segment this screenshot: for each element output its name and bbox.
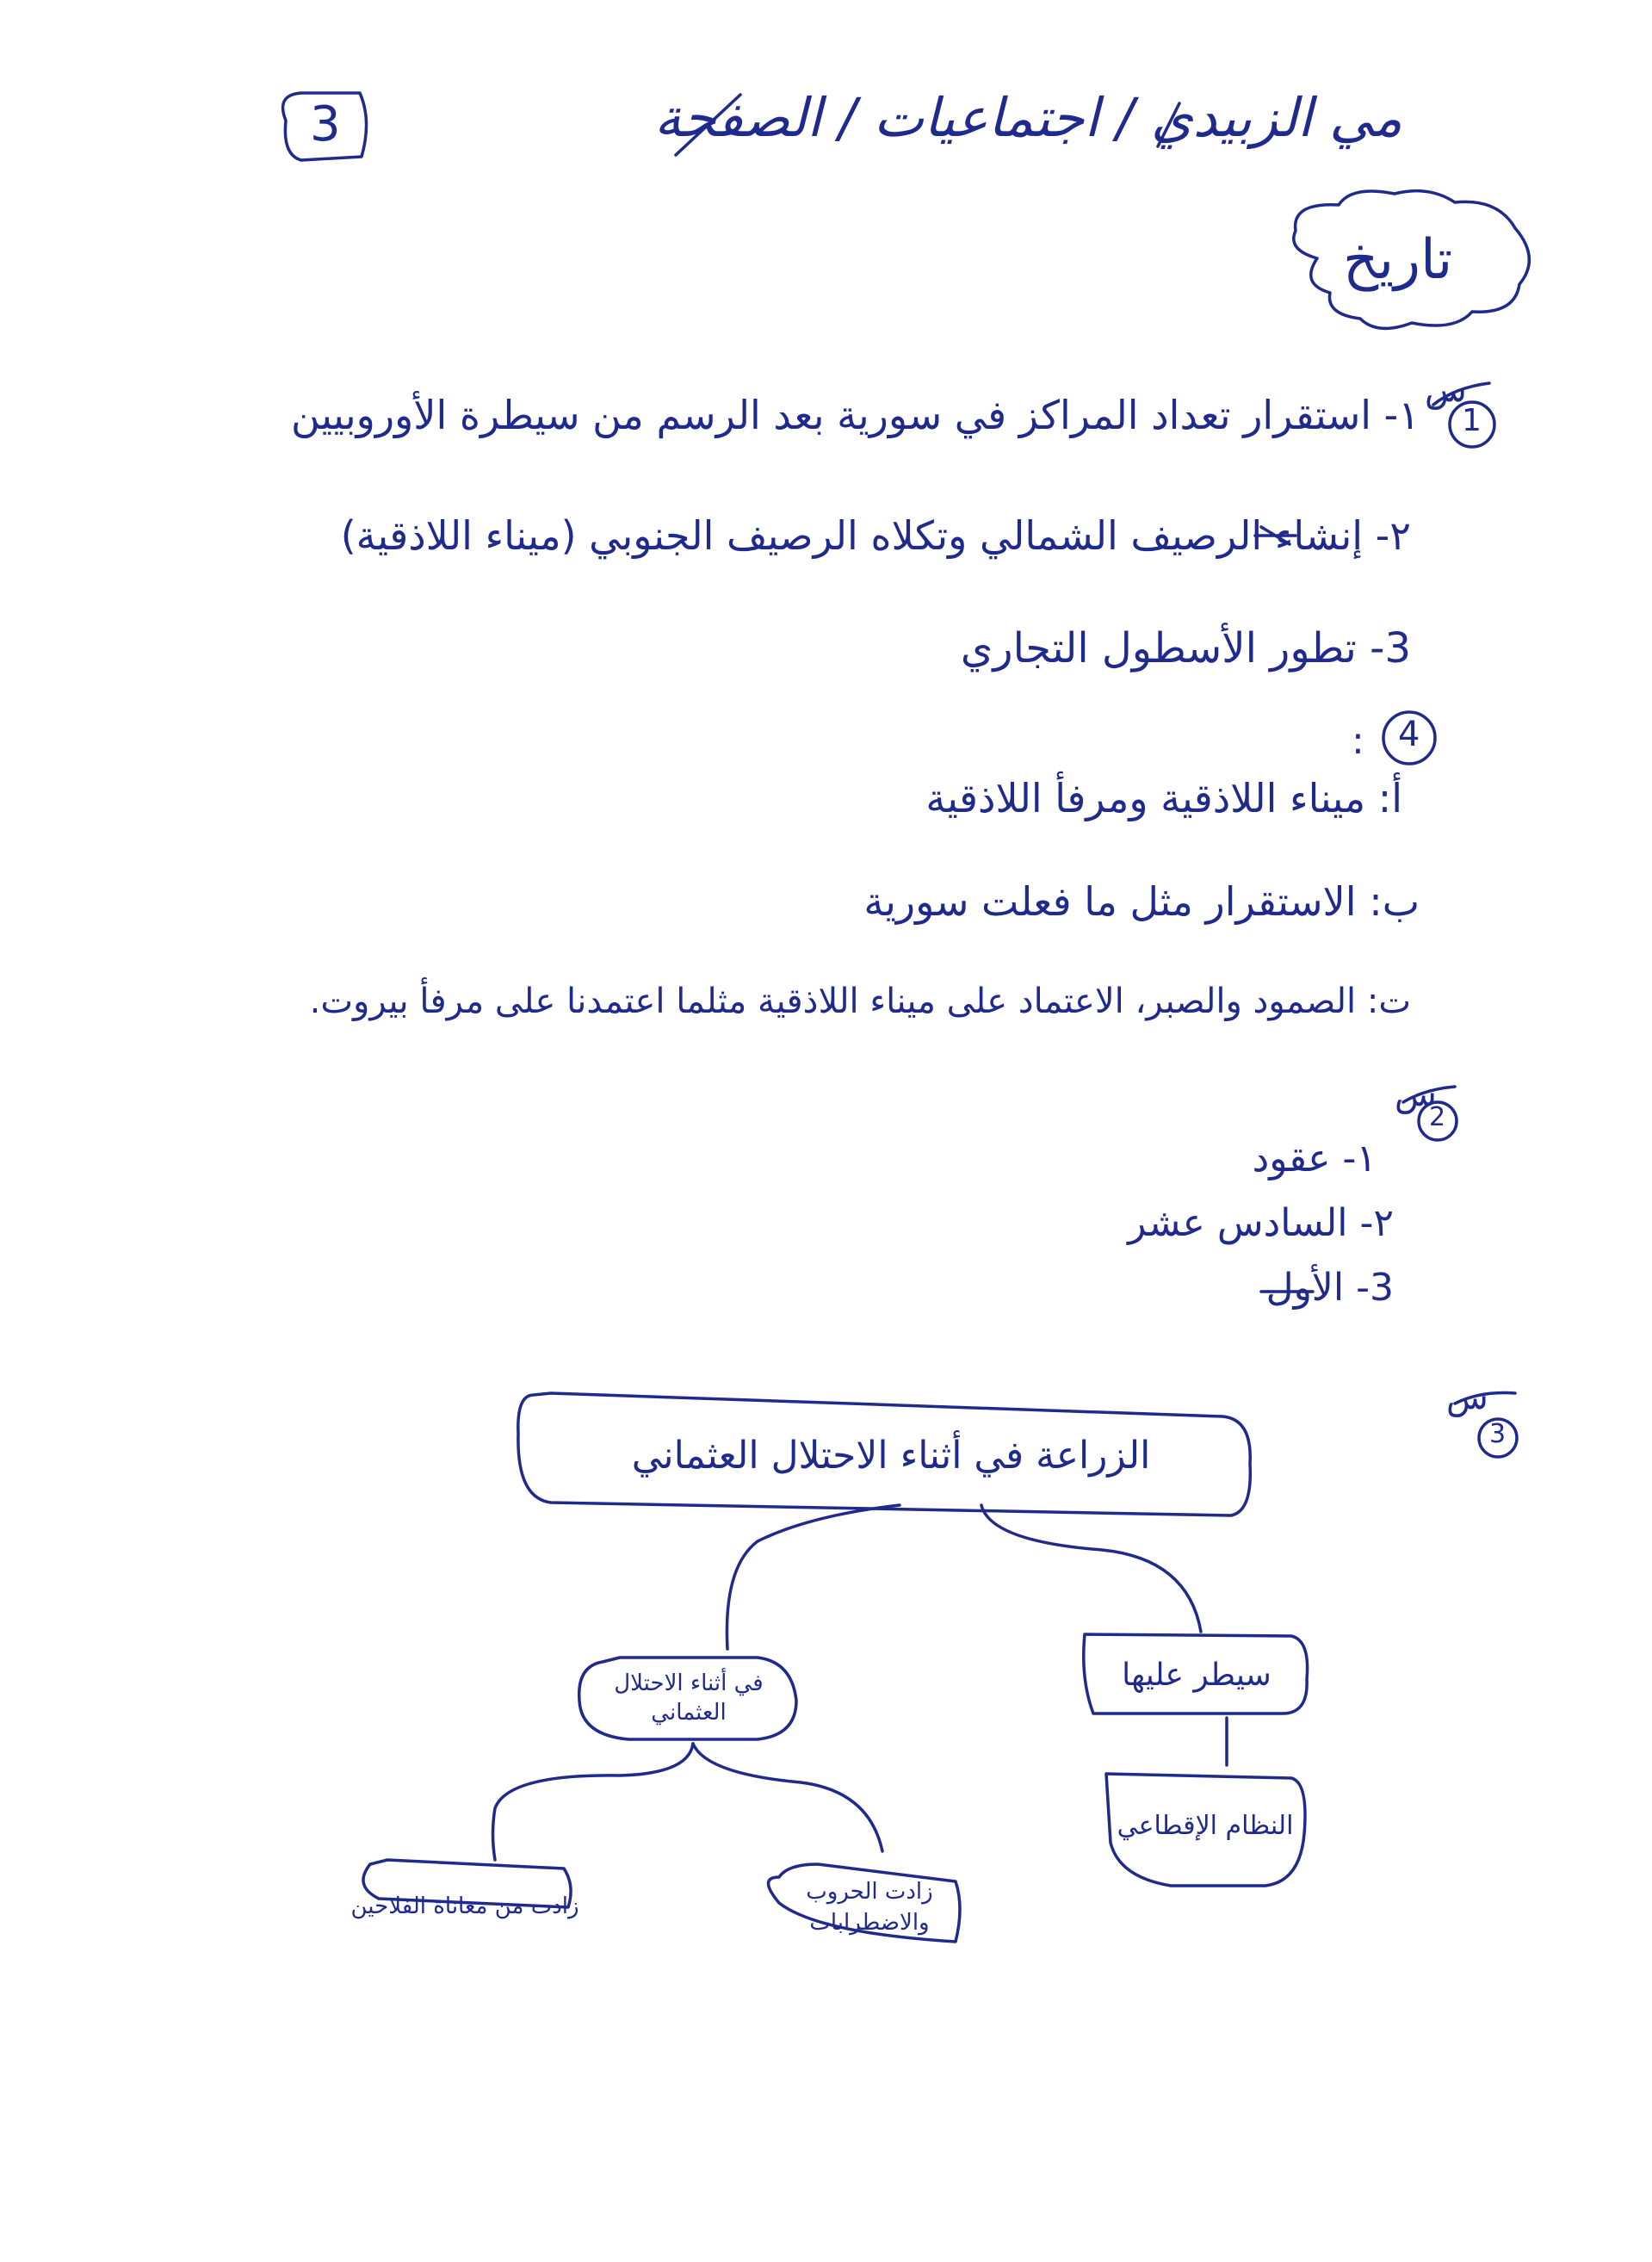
q1-sub-item-a: أ: ميناء اللاذقية ومرفأ اللاذقية bbox=[925, 775, 1402, 821]
diagram-right-grandchild-label: النظام الإقطاعي bbox=[1117, 1810, 1294, 1841]
diagram-left-grandchild-b-label: زادت الحروب والاضطرابات bbox=[806, 1878, 933, 1936]
q1-sub-number: 4 bbox=[1398, 715, 1420, 754]
q1-number: 1 bbox=[1462, 403, 1482, 438]
page-number: 3 bbox=[310, 96, 341, 152]
q2-marker: س bbox=[1395, 1075, 1437, 1114]
q1-item-3: 3- تطور الأسطول التجاري bbox=[960, 624, 1411, 672]
q3-marker: س bbox=[1446, 1378, 1488, 1417]
q1-item-1: ١- استقرار تعداد المراكز في سورية بعد الرسم من سيطرة الأوروبيين bbox=[291, 392, 1420, 438]
q1-sub-colon: : bbox=[1352, 719, 1364, 763]
q1-sub-item-b: ب: الاستقرار مثل ما فعلت سورية bbox=[863, 878, 1420, 925]
q1-marker: س bbox=[1425, 370, 1467, 410]
q2-number: 2 bbox=[1429, 1102, 1446, 1132]
diagram-right-child-label: سيطر عليها bbox=[1122, 1657, 1271, 1693]
q2-item-3: 3- الأول bbox=[1265, 1266, 1394, 1310]
q1-item-2: ٢- إنشاء الرصيف الشمالي وتكلاه الرصيف الجنوبي (ميناء اللاذقية) bbox=[340, 512, 1411, 559]
subject-cloud-label: تاريخ bbox=[1343, 228, 1453, 292]
connector-left-child-b bbox=[693, 1744, 882, 1851]
diagram-root-label: الزراعة في أثناء الاحتلال العثماني bbox=[631, 1433, 1151, 1478]
q1-sub-item-c: ت: الصمود والصبر، الاعتماد على ميناء اللاذقية مثلما اعتمدنا على مرفأ بيروت. bbox=[309, 982, 1411, 1021]
diagram-left-child-label: في أثناء الاحتلال العثماني bbox=[614, 1670, 764, 1726]
connector-root-left bbox=[727, 1505, 900, 1649]
diagram-left-grandchild-a-label: زادت من معاناة الفلاحين bbox=[350, 1893, 579, 1920]
q3-number: 3 bbox=[1489, 1419, 1507, 1449]
connector-left-child-a bbox=[493, 1744, 694, 1860]
q2-item-1: ١- عقود bbox=[1252, 1137, 1377, 1181]
header-title: مي الزبيدي / اجتماعيات / الصفحة bbox=[653, 86, 1402, 149]
connector-root-right bbox=[981, 1505, 1201, 1632]
q2-item-2: ٢- السادس عشر bbox=[1128, 1201, 1394, 1245]
